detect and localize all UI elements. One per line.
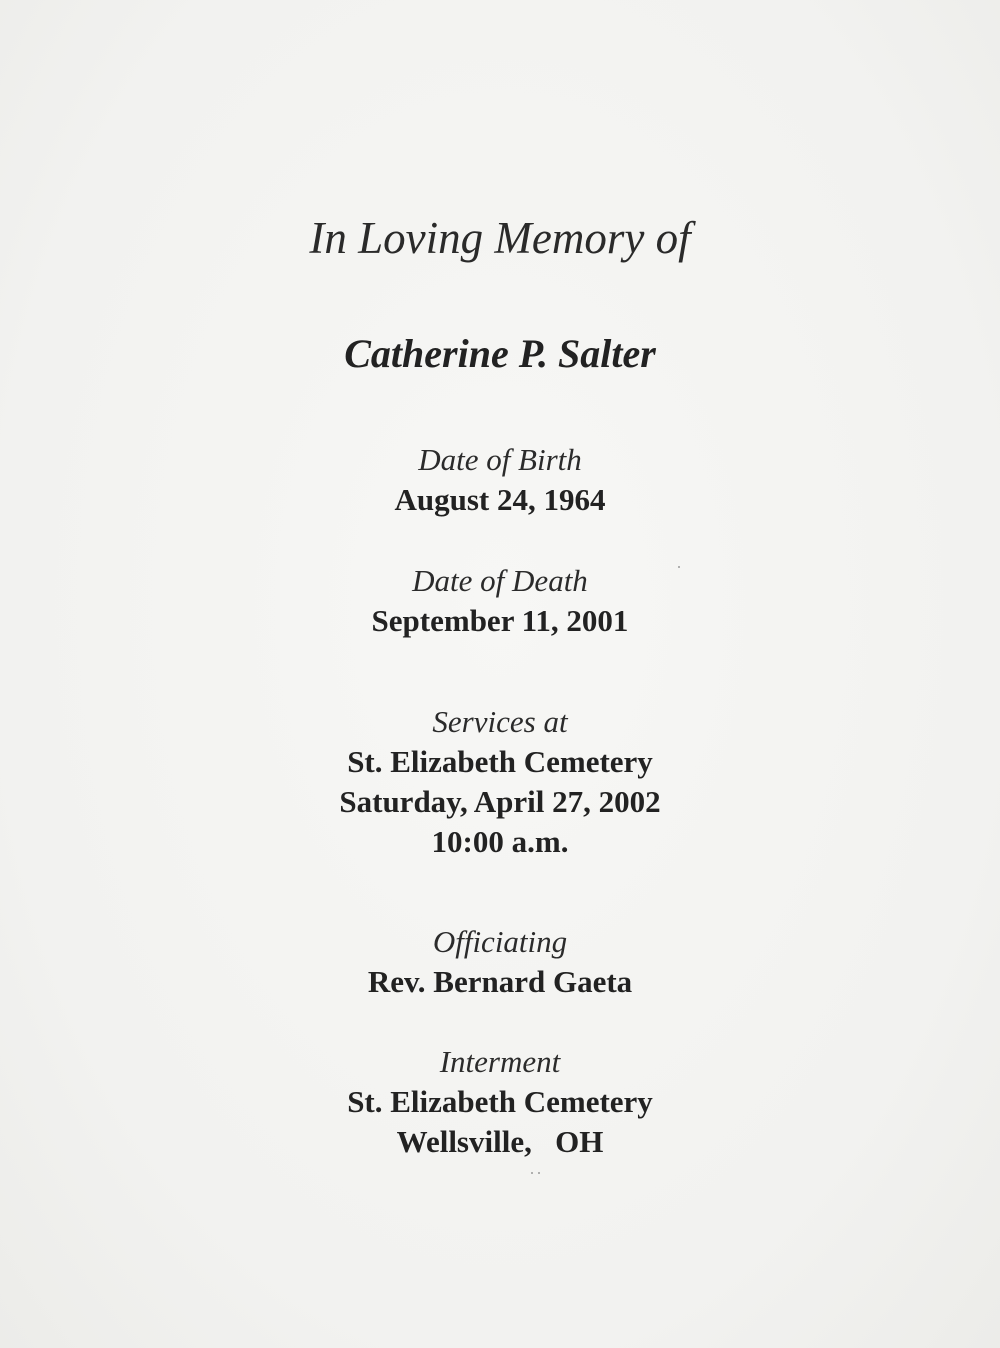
paper-speck: [531, 1172, 533, 1174]
interment-city: Wellsville, OH: [396, 1124, 604, 1159]
birth-date-label: Date of Birth: [418, 442, 582, 477]
interment-label: Interment: [439, 1044, 561, 1079]
services-time: 10:00 a.m.: [431, 824, 569, 859]
death-date-label: Date of Death: [412, 563, 588, 598]
paper-speck: [538, 1172, 540, 1174]
officiant-name: Rev. Bernard Gaeta: [367, 964, 633, 999]
deceased-name: Catherine P. Salter: [344, 331, 656, 376]
death-date-value: September 11, 2001: [371, 603, 629, 638]
officiating-label: Officiating: [432, 924, 568, 959]
services-date: Saturday, April 27, 2002: [339, 784, 661, 819]
paper-speck: [678, 566, 680, 568]
memorial-heading: In Loving Memory of: [309, 213, 691, 263]
birth-date-value: August 24, 1964: [394, 482, 606, 517]
services-label: Services at: [432, 704, 568, 739]
services-location: St. Elizabeth Cemetery: [347, 744, 653, 779]
interment-location: St. Elizabeth Cemetery: [347, 1084, 653, 1119]
